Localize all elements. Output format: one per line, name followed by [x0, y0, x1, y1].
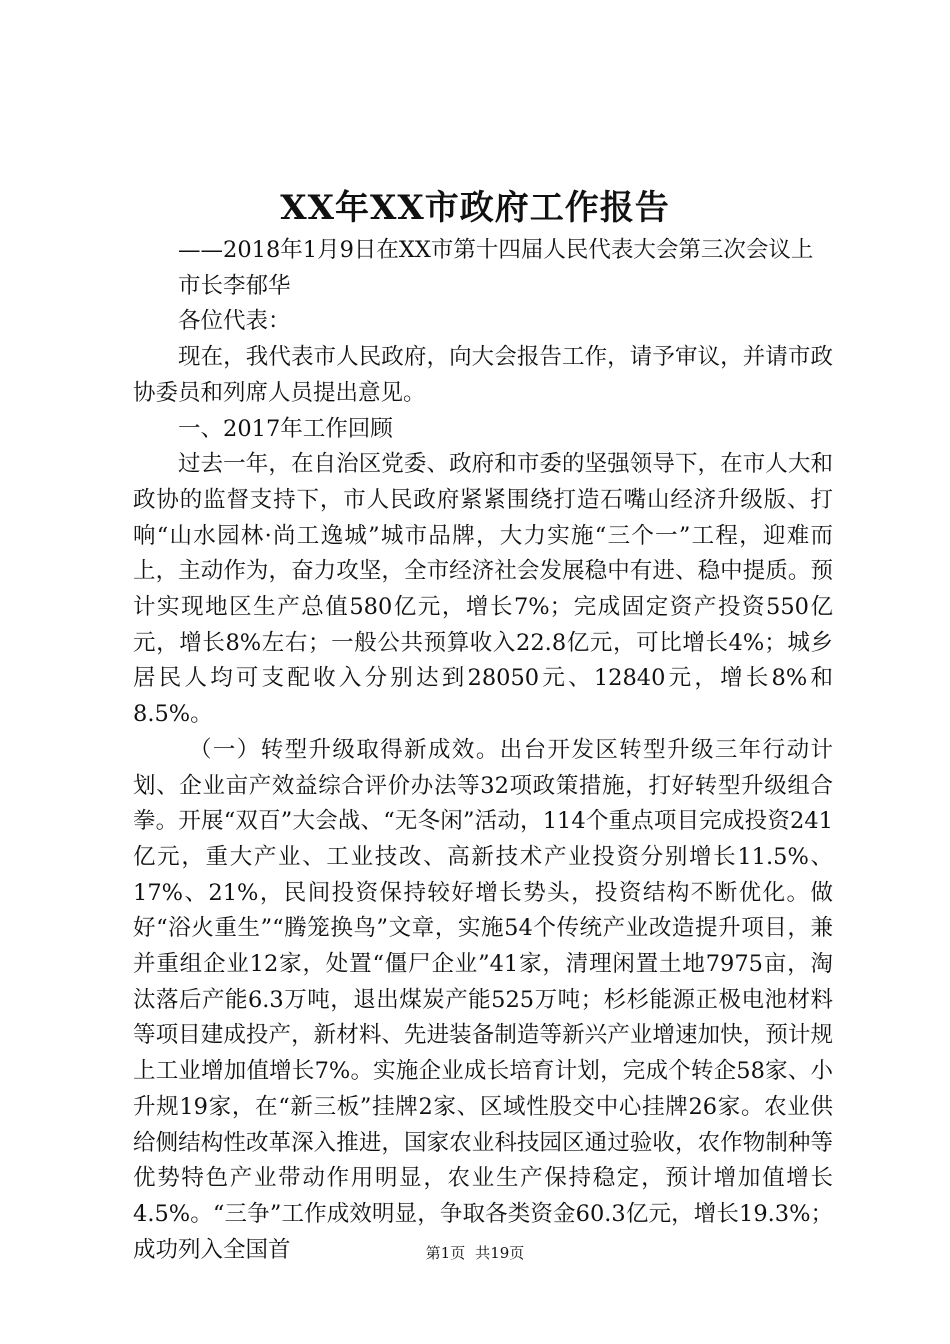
intro-paragraph: 现在，我代表市人民政府，向大会报告工作，请予审议，并请市政协委员和列席人员提出意见。: [133, 344, 833, 406]
body-paragraph: （一）转型升级取得新成效。出台开发区转型升级三年行动计划、企业亩产效益综合评价办法等32项政策措施，打好转型升级组合拳。开展“双百”大会战、“无冬闲”活动，114个重点项目完成投资241亿元，重大产业、工业技改、高新技术产业投资分别增长11.5%、17%、21%，民间投资保持较好增长势头，投资结构不断优化。做好“浴火重生”“腾笼换鸟”文章，实施54个传统产业改造提升项目，兼并重组企业12家，处置“僵尸企业”41家，清理闲置土地7975亩，淘汰落后产能6.3万吨，退出煤炭产能525万吨；杉杉能源正极电池材料等项目建成投产，新材料、先进装备制造等新兴产业增速加快，预计规上工业增加值增长7%。实施企业成长培育计划，完成个转企58家、小升规19家，在“新三板”挂牌2家、区域性股交中心挂牌26家。农业供给侧结构性改革深入推进，国家农业科技园区通过验收，农作物制种等优势特色产业带动作用明显，农业生产保持稳定，预计增加值增长4.5%。“三争”工作成效明显，争取各类资金60.3亿元，增长19.3%；成功列入全国首: [133, 736, 833, 1263]
page-footer: [0, 1241, 950, 1265]
page-total: 共19页: [475, 1244, 525, 1262]
speaker-line: 市长李郁华: [178, 272, 291, 299]
section-heading: 一、2017年工作回顾: [178, 415, 393, 442]
body-paragraph: 过去一年，在自治区党委、政府和市委的坚强领导下，在市人大和政协的监督支持下，市人民政府紧紧围绕打造石嘴山经济升级版、打响“山水园林·尚工逸城”城市品牌，大力实施“三个一”工程，迎难而上，主动作为，奋力攻坚，全市经济社会发展稳中有进、稳中提质。预计实现地区生产总值580亿元，增长7%；完成固定资产投资550亿元，增长8%左右；一般公共预算收入22.8亿元，可比增长4%；城乡居民人均可支配收入分别达到28050元、12840元，增长8%和8.5%。: [133, 451, 833, 728]
document-title: XX年XX市政府工作报告: [280, 188, 670, 228]
subtitle-line: ——2018年1月9日在XX市第十四届人民代表大会第三次会议上: [178, 237, 814, 263]
document-body: [133, 233, 833, 1268]
page-number: 第1页: [425, 1244, 466, 1262]
salutation: 各位代表：: [178, 308, 291, 335]
